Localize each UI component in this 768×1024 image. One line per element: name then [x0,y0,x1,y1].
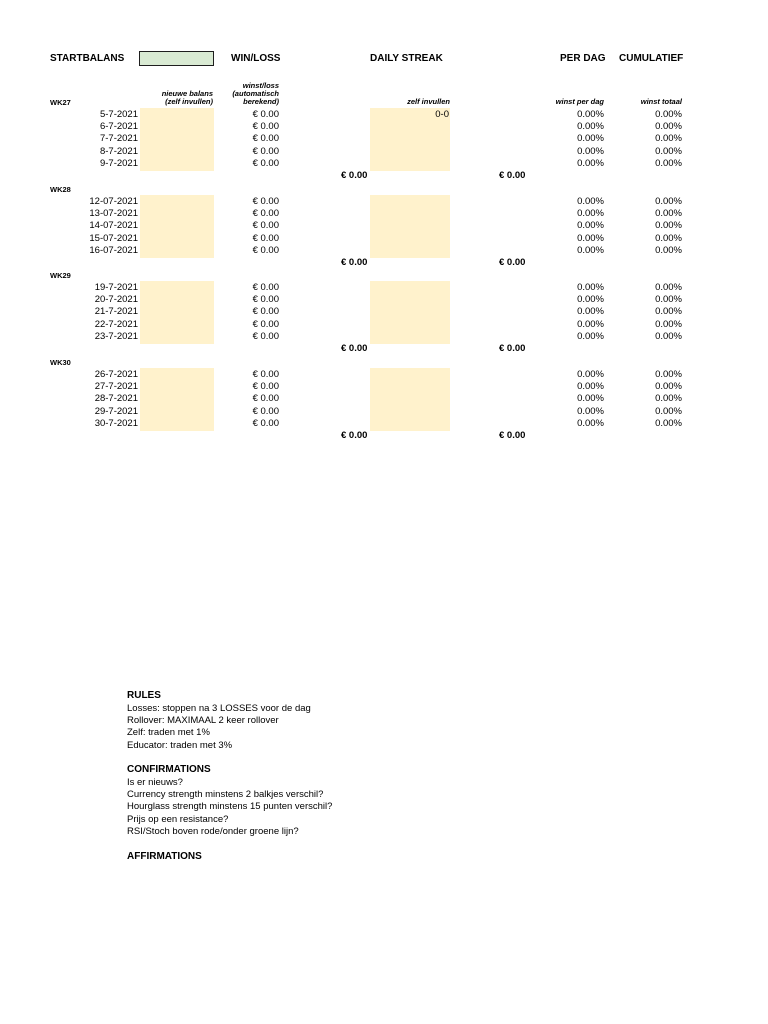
date-cell: 22-7-2021 [94,318,138,330]
date-cell: 21-7-2021 [94,306,138,318]
winloss-cell: € 0.00 [252,417,279,429]
winloss-cell: € 0.00 [252,157,279,169]
per-dag-cell: 0.00% [577,220,604,232]
week-label: WK28 [50,185,71,194]
week-total: € 0.00 [499,343,526,354]
date-cell: 6-7-2021 [99,121,138,133]
week-total: € 0.00 [341,257,368,268]
cumulatief-cell: 0.00% [655,196,682,207]
header-winloss: WIN/LOSS [231,53,281,64]
per-dag-cell: 0.00% [577,121,604,133]
date-cell: 13-07-2021 [89,208,138,220]
date-cell: 28-7-2021 [94,393,138,405]
per-dag-cell: 0.00% [577,208,604,220]
week-total: € 0.00 [499,430,526,441]
cumulatief-cell: 0.00% [655,393,682,405]
per-dag-cell: 0.00% [577,381,604,393]
week-label: WK27 [50,98,71,107]
streak-inputs[interactable] [370,195,450,258]
nieuwe-balans-inputs[interactable] [140,281,214,344]
winloss-cell: € 0.00 [252,294,279,306]
per-dag-cell: 0.00% [577,405,604,417]
week-total: € 0.00 [341,170,368,181]
header-per-dag: PER DAG [560,53,606,64]
date-cell: 12-07-2021 [89,196,138,207]
cumulatief-cell: 0.00% [655,121,682,133]
date-cell: 20-7-2021 [94,294,138,306]
subheader-winst-per-dag: winst per dag [555,97,604,106]
winloss-cell: € 0.00 [252,133,279,145]
winloss-cell: € 0.00 [252,369,279,380]
cumulatief-cell: 0.00% [655,405,682,417]
per-dag-cell: 0.00% [577,393,604,405]
date-cell: 9-7-2021 [99,157,138,169]
winloss-cell: € 0.00 [252,196,279,207]
per-dag-cell: 0.00% [577,145,604,157]
per-dag-cell: 0.00% [577,133,604,145]
streak-cell[interactable]: 0-0 [435,109,449,120]
per-dag-cell: 0.00% [577,417,604,429]
confirmations-line: Prijs op een resistance? [127,813,229,825]
rules-line: Losses: stoppen na 3 LOSSES voor de dag [127,703,311,714]
cumulatief-cell: 0.00% [655,145,682,157]
cumulatief-cell: 0.00% [655,330,682,342]
confirmations-line: Is er nieuws? [127,777,183,788]
cumulatief-cell: 0.00% [655,294,682,306]
per-dag-cell: 0.00% [577,369,604,380]
date-cell: 5-7-2021 [99,109,138,120]
subheader-winst-totaal: winst totaal [640,97,682,106]
winloss-cell: € 0.00 [252,318,279,330]
confirmations-line: RSI/Stoch boven rode/onder groene lijn? [127,825,299,837]
date-cell: 14-07-2021 [89,220,138,232]
winloss-cell: € 0.00 [252,232,279,244]
per-dag-cell: 0.00% [577,318,604,330]
cumulatief-cell: 0.00% [655,369,682,380]
winloss-cell: € 0.00 [252,381,279,393]
subheader-winstloss: winst/loss (automatisch berekend) [232,81,279,106]
winloss-cell: € 0.00 [252,405,279,417]
nieuwe-balans-inputs[interactable] [140,368,214,431]
date-cell: 26-7-2021 [94,369,138,380]
winloss-cell: € 0.00 [252,306,279,318]
week-total: € 0.00 [341,430,368,441]
cumulatief-cell: 0.00% [655,208,682,220]
per-dag-cell: 0.00% [577,294,604,306]
winloss-cell: € 0.00 [252,220,279,232]
per-dag-cell: 0.00% [577,232,604,244]
per-dag-cell: 0.00% [577,109,604,120]
week-label: WK30 [50,358,71,367]
date-cell: 8-7-2021 [99,145,138,157]
cumulatief-cell: 0.00% [655,381,682,393]
nieuwe-balans-inputs[interactable] [140,108,214,171]
affirmations-title: AFFIRMATIONS [127,851,202,862]
winloss-cell: € 0.00 [252,121,279,133]
rules-list [127,703,311,752]
date-cell: 15-07-2021 [89,232,138,244]
subheader-nieuwe-balans: nieuwe balans (zelf invullen) [161,89,213,106]
cumulatief-cell: 0.00% [655,244,682,256]
per-dag-cell: 0.00% [577,244,604,256]
date-cell: 7-7-2021 [99,133,138,145]
subheader-zelf-invullen: zelf invullen [407,97,450,106]
week-total: € 0.00 [341,343,368,354]
winloss-cell: € 0.00 [252,208,279,220]
date-cell: 19-7-2021 [94,282,138,293]
confirmations-title: CONFIRMATIONS [127,764,211,775]
cumulatief-cell: 0.00% [655,109,682,120]
per-dag-cell: 0.00% [577,282,604,293]
rules-title: RULES [127,690,161,701]
cumulatief-cell: 0.00% [655,133,682,145]
confirmations-line: Hourglass strength minstens 15 punten verschil? [127,801,333,813]
date-cell: 30-7-2021 [94,417,138,429]
per-dag-cell: 0.00% [577,196,604,207]
week-total: € 0.00 [499,257,526,268]
streak-inputs[interactable] [370,281,450,344]
confirmations-list [127,777,332,838]
week-label: WK29 [50,271,71,280]
cumulatief-cell: 0.00% [655,318,682,330]
date-cell: 29-7-2021 [94,405,138,417]
date-cell: 23-7-2021 [94,330,138,342]
winloss-cell: € 0.00 [252,393,279,405]
cumulatief-cell: 0.00% [655,282,682,293]
rules-line: Educator: traden met 3% [127,739,233,751]
winloss-cell: € 0.00 [252,330,279,342]
rules-line: Zelf: traden met 1% [127,727,210,739]
cumulatief-cell: 0.00% [655,157,682,169]
confirmations-line: Currency strength minstens 2 balkjes verschil? [127,789,324,801]
cumulatief-cell: 0.00% [655,306,682,318]
rules-line: Rollover: MAXIMAAL 2 keer rollover [127,715,279,727]
cumulatief-cell: 0.00% [655,220,682,232]
header-startbalans: STARTBALANS [50,53,125,64]
per-dag-cell: 0.00% [577,157,604,169]
date-cell: 27-7-2021 [94,381,138,393]
header-cumulatief: CUMULATIEF [619,53,684,64]
date-cell: 16-07-2021 [89,244,138,256]
cumulatief-cell: 0.00% [655,232,682,244]
nieuwe-balans-inputs[interactable] [140,195,214,258]
per-dag-cell: 0.00% [577,330,604,342]
winloss-cell: € 0.00 [252,145,279,157]
week-total: € 0.00 [499,170,526,181]
header-daily-streak: DAILY STREAK [370,53,443,64]
cumulatief-cell: 0.00% [655,417,682,429]
per-dag-cell: 0.00% [577,306,604,318]
startbalans-input[interactable] [139,51,214,66]
winloss-cell: € 0.00 [252,244,279,256]
streak-inputs[interactable] [370,368,450,431]
winloss-cell: € 0.00 [252,109,279,120]
winloss-cell: € 0.00 [252,282,279,293]
